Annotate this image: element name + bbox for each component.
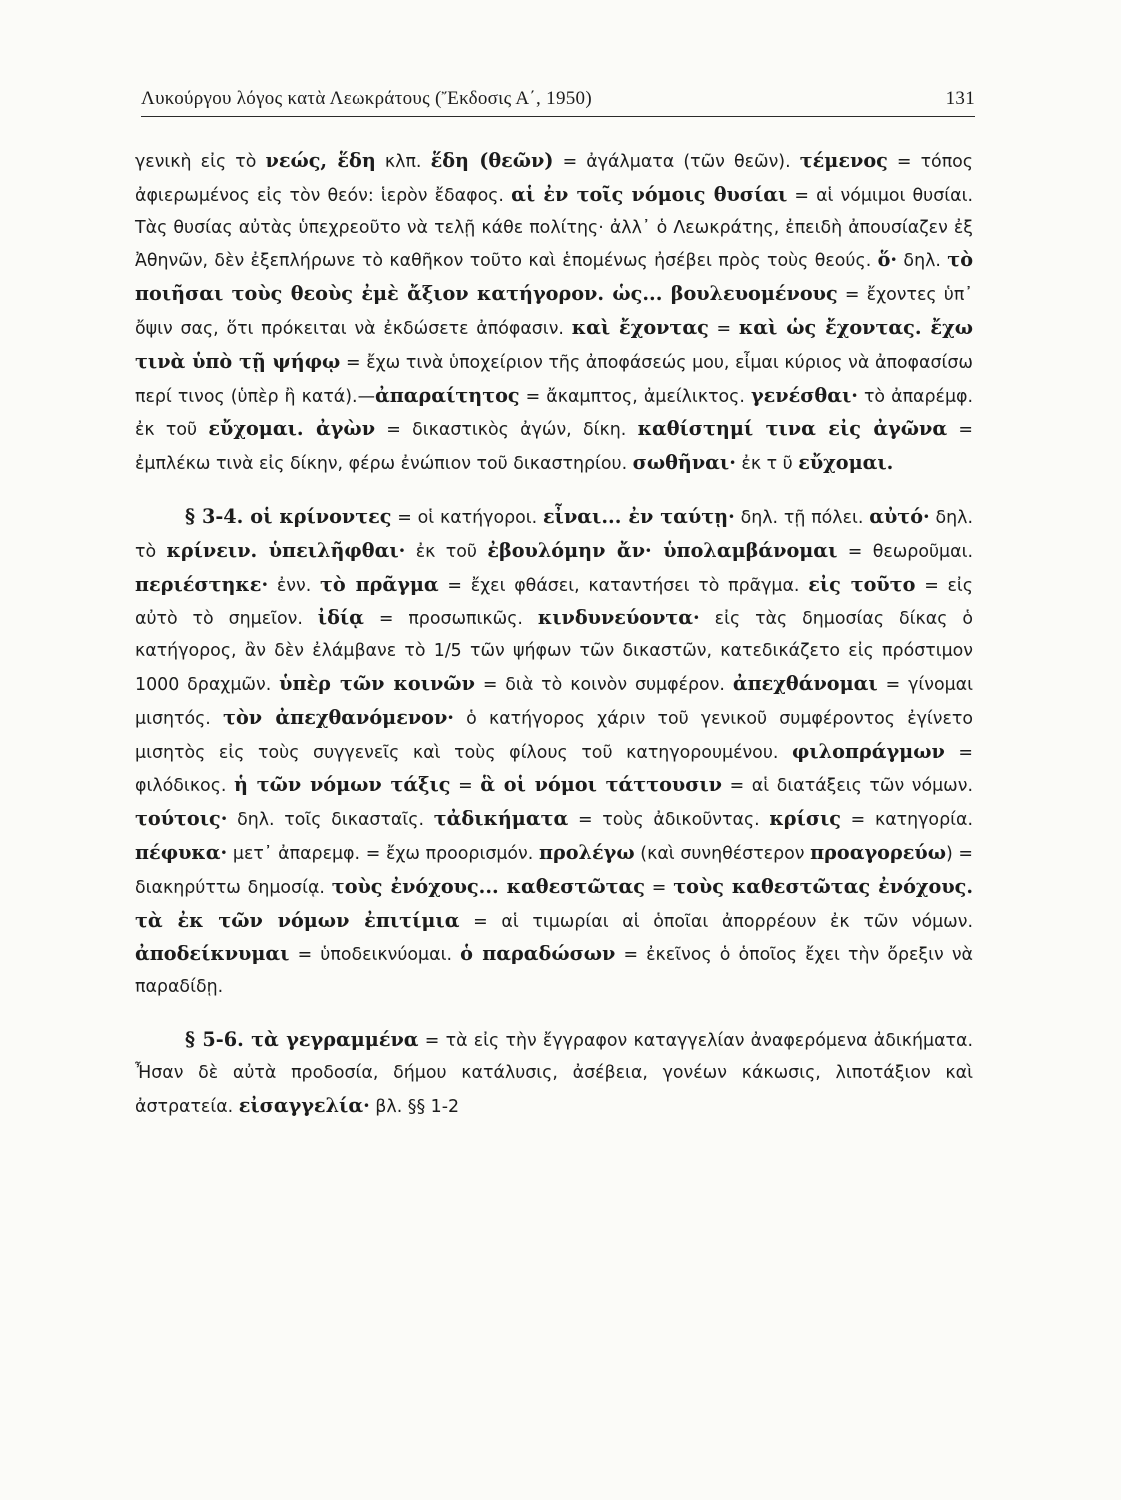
- body-text: [135, 145, 973, 1123]
- headword: ὅ·: [877, 248, 898, 272]
- header-title: Λυκούργου λόγος κατὰ Λεωκράτους (Ἔκδοσις Α΄, 1950): [141, 88, 592, 109]
- headword: καὶ ἔχοντας: [571, 315, 709, 339]
- headword: ἡ τῶν νόμων τάξις: [234, 773, 451, 797]
- headword: ἀπαραίτητος: [374, 383, 520, 407]
- gloss-text: = ἐμπλέκω τινὰ εἰς δίκην, φέρω ἐνώπιον τοῦ δικαστηρίου.: [135, 420, 973, 475]
- gloss-text: = ἔχοντες ὑπ᾿ ὄψιν σας, ὅτι πρόκειται νὰ ἐκδώσετε ἀπόφασιν.: [135, 285, 973, 339]
- headword: εὔχομαι.: [798, 451, 894, 475]
- headword: γενέσθαι·: [750, 383, 858, 407]
- gloss-text: = τοὺς ἀδικοῦντας.: [568, 810, 770, 831]
- gloss-text: = φιλόδικος.: [135, 742, 973, 797]
- gloss-text: = οἱ κατήγοροι.: [391, 507, 544, 528]
- headword: ὁ παραδώσων: [460, 942, 616, 966]
- gloss-text: = κατηγορία.: [840, 810, 973, 831]
- gloss-text: = αἱ νόμιμοι θυσίαι. Τὰς θυσίας αὐτὰς ὑπεχρεοῦτο νὰ τελῇ κάθε πολίτης· ἀλλ᾿ ὁ Λεωκράτης, ἐπειδὴ ἀπουσίαζεν ἐξ Ἀθηνῶν, δὲν ἐξεπλήρωνε τὸ καθῆκον τοῦτο καὶ ἑπομένως ἠσέβει πρὸς τοὺς θεούς.: [135, 185, 973, 272]
- headword: αὐτό·: [869, 504, 930, 528]
- gloss-text: = γίνομαι μισητός.: [135, 674, 974, 729]
- headword: περιέστηκε·: [135, 572, 269, 596]
- headword: ἃ οἱ νόμοι τάττουσιν: [480, 773, 722, 797]
- headword: πέφυκα·: [135, 840, 228, 864]
- headword: κρίσις: [769, 807, 841, 831]
- gloss-text: ἐνν.: [268, 575, 321, 596]
- headword: τοὺς καθεστῶτας ἐνόχους. τὰ ἐκ τῶν νόμων ἐπιτίμια: [135, 874, 974, 932]
- headword: ἐβουλόμην ἄν· ὑπολαμβάνομαι: [487, 538, 838, 562]
- headword: εἶναι... ἐν ταύτῃ·: [543, 504, 735, 528]
- headword: εὔχομαι. ἀγὼν: [208, 417, 376, 441]
- gloss-text: = ἐκεῖνος ὁ ὁποῖος ἔχει τὴν ὄρεξιν νὰ παραδίδῃ.: [135, 945, 974, 998]
- headword: σωθῆναι·: [632, 451, 736, 475]
- gloss-text: γενικὴ εἰς τὸ: [135, 152, 266, 172]
- gloss-text: = εἰς αὐτὸ τὸ σημεῖον.: [135, 575, 974, 630]
- gloss-text: = αἱ διατάξεις τῶν νόμων.: [721, 776, 973, 797]
- gloss-text: = δικαστικὸς ἀγών, δίκη.: [375, 420, 638, 441]
- gloss-text: ) = διακηρύττω δημοσίᾳ.: [135, 843, 973, 898]
- headword: τὸν ἀπεχθανόμενον·: [223, 705, 454, 729]
- page-number: 131: [945, 88, 975, 109]
- headword: φιλοπράγμων: [792, 739, 945, 763]
- gloss-text: = προσωπικῶς.: [363, 609, 538, 630]
- headword: αἱ ἐν τοῖς νόμοις θυσίαι: [511, 182, 788, 206]
- headword: τέμενος: [799, 149, 888, 172]
- headword: προαγορεύω: [810, 840, 946, 864]
- gloss-text: βλ. §§ 1-2: [369, 1096, 460, 1117]
- headword: § 3-4. οἱ κρίνοντες: [185, 504, 392, 528]
- running-header: [141, 86, 975, 117]
- headword: κρίνειν. ὑπειλῆφθαι·: [166, 538, 406, 562]
- headword: εἰς τοῦτο: [808, 572, 916, 596]
- gloss-text: δηλ. τῇ πόλει.: [734, 507, 870, 528]
- gloss-text: = ἀγάλματα (τῶν θεῶν).: [553, 152, 800, 172]
- gloss-text: δηλ. τὸ: [135, 507, 973, 562]
- gloss-text: = αἱ τιμωρίαι αἱ ὁποῖαι ἀπορρέουν ἐκ τῶν νόμων.: [459, 911, 973, 932]
- headword: τοὺς ἐνόχους... καθεστῶτας: [331, 874, 645, 898]
- headword: τὸ ποιῆσαι τοὺς θεοὺς ἐμὲ ἄξιον κατήγορον. ὡς... βουλευομένους: [135, 248, 973, 306]
- headword: καὶ ὡς ἔχοντας. ἔχω τινὰ ὑπὸ τῇ ψήφῳ: [135, 315, 973, 373]
- headword: κινδυνεύοντα·: [537, 606, 700, 630]
- gloss-text: =: [450, 776, 481, 797]
- paragraph-section-3-4: [135, 501, 973, 1004]
- gloss-text: = θεωροῦμαι.: [837, 541, 973, 562]
- headword: ὑπὲρ τῶν κοινῶν: [279, 671, 475, 695]
- gloss-text: = ὑποδεικνύομαι.: [289, 945, 461, 966]
- gloss-text: = ἄκαμπτος, ἀμείλικτος.: [519, 386, 751, 407]
- headword: ἀποδείκνυμαι: [135, 942, 290, 966]
- paragraph-1: [135, 145, 973, 481]
- headword: τούτοις·: [135, 807, 228, 831]
- gloss-text: εἰς τὰς δημοσίας δίκας ὁ κατήγορος, ἂν δὲν ἐλάμβανε τὸ 1/5 τῶν ψήφων τῶν δικαστῶν, κατεδικάζετο εἰς πρόστιμον 1000 δραχμῶν.: [135, 609, 973, 695]
- gloss-text: ἐκ τ ῦ: [735, 454, 799, 475]
- gloss-text: δηλ.: [897, 251, 948, 272]
- gloss-text: ἐκ τοῦ: [405, 541, 488, 562]
- gloss-text: = τὰ εἰς τὴν ἔγγραφον καταγγελίαν ἀναφερόμενα ἀδικήματα. Ἦσαν δὲ αὐτὰ προδοσία, δήμου κατάλυσις, ἀσέβεια, γονέων κάκωσις, λιποτάξιον καὶ ἀστρατεία.: [135, 1030, 973, 1117]
- gloss-text: = ἔχει φθάσει, καταντήσει τὸ πρᾶγμα.: [438, 575, 809, 596]
- gloss-text: =: [644, 877, 674, 898]
- gloss-text: = ἔχω τινὰ ὑποχείριον τῆς ἀποφάσεώς μου, εἶμαι κύριος νὰ ἀποφασίσω περί τινος (ὑπὲρ ἢ κατά).—: [135, 352, 973, 407]
- headword: τὸ πρᾶγμα: [320, 572, 439, 596]
- headword: προλέγω: [538, 840, 635, 864]
- gloss-text: = διὰ τὸ κοινὸν συμφέρον.: [474, 674, 733, 695]
- headword: ἰδίᾳ: [317, 606, 364, 630]
- gloss-text: δηλ. τοῖς δικασταῖς.: [227, 810, 434, 831]
- gloss-text: (καὶ συνηθέστερον: [634, 843, 811, 864]
- headword: νεώς, ἕδη: [265, 149, 376, 172]
- gloss-text: τὸ ἀπαρέμφ. ἐκ τοῦ: [135, 386, 974, 441]
- gloss-text: ὁ κατήγορος χάριν τοῦ γενικοῦ συμφέροντος ἐγίνετο μισητὸς εἰς τοὺς συγγενεῖς καὶ τοὺς φίλους τοῦ κατηγορουμένου.: [135, 708, 973, 763]
- paragraph-section-5-6: [135, 1024, 973, 1123]
- gloss-text: κλπ.: [375, 152, 431, 172]
- gloss-text: = τόπος ἀφιερωμένος εἰς τὸν θεόν: ἱερὸν ἔδαφος.: [135, 152, 974, 206]
- headword: τἀδικήματα: [433, 807, 569, 831]
- headword: ἕδη (θεῶν): [430, 149, 554, 172]
- headword: § 5-6. τὰ γεγραμμένα: [185, 1027, 419, 1051]
- headword: καθίστημί τινα εἰς ἀγῶνα: [637, 417, 948, 441]
- gloss-text: μετ᾿ ἀπαρεμφ. = ἔχω προορισμόν.: [227, 843, 539, 864]
- gloss-text: =: [708, 318, 739, 339]
- headword: εἰσαγγελία·: [238, 1093, 370, 1117]
- headword: ἀπεχθάνομαι: [732, 671, 878, 695]
